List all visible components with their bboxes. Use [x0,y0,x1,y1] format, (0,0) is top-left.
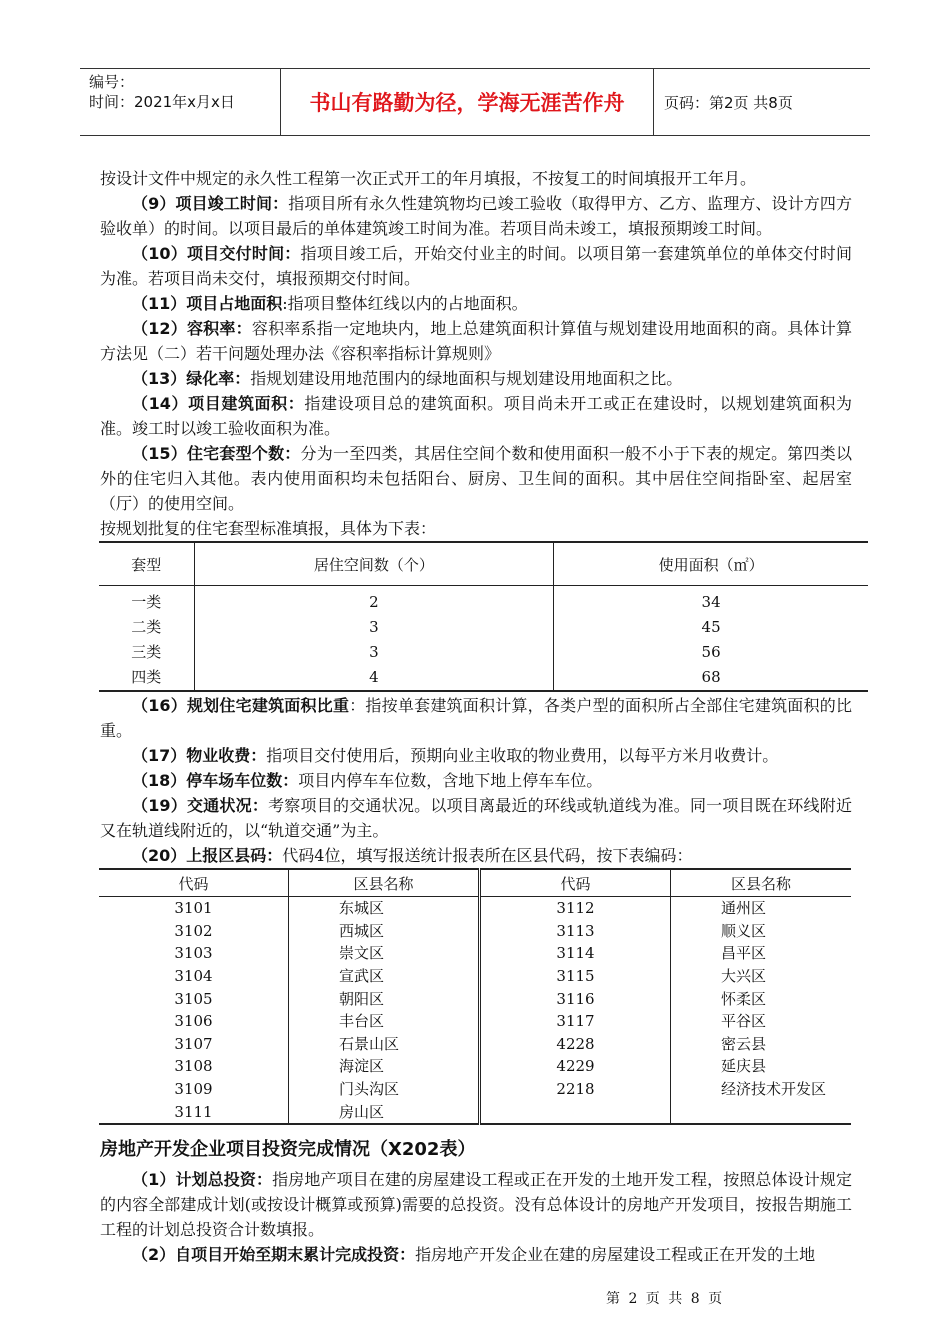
definition-paragraph [100,768,852,793]
district-name: 通州区 [671,897,852,920]
district-name: 大兴区 [671,965,852,988]
body-text-3 [100,1167,852,1267]
definition-paragraph [100,191,852,241]
district-name: 海淀区 [289,1055,480,1078]
column-header: 区县名称 [671,869,852,897]
header-motto: 书山有路勤为径，学海无涯苦作舟 [281,69,654,135]
district-code: 3116 [480,987,671,1010]
district-code: 3107 [174,1034,213,1053]
district-code: 3115 [480,965,671,988]
table-row [99,1078,851,1101]
intro-paragraph: 按设计文件中规定的永久性工程第一次正式开工的年月填报，不按复工的时间填报开工年月。 [100,169,757,188]
column-header: 区县名称 [289,869,480,897]
district-name: 门头沟区 [289,1078,480,1101]
table-row [99,965,851,988]
definition-text: 考察项目的交通状况。以项目离最近的环线或轨道线为准。同一项目既在环线附近又在轨道线附近的，以“轨道交通”为主。 [100,796,852,840]
definition-text: ：指按单套建筑面积计算，各类户型的面积所占全部住宅建筑面积的比重。 [100,696,852,740]
table-cell: 四类 [131,668,162,686]
definition-term: （15）住宅套型个数： [132,444,301,463]
unit-type-table [99,541,868,692]
definition-text: 指项目所有永久性建筑物均已竣工验收（取得甲方、乙方、监理方、设计方四方验收单）的时间。以项目最后的单体建筑竣工时间为准。若项目尚未竣工，填报预期竣工时间。 [100,194,852,238]
definition-term: （20）上报区县码： [132,846,283,865]
table-row [99,640,868,665]
table-row [99,920,851,943]
definition-text: 指规划建设用地范围内的绿地面积与规划建设用地面积之比。 [250,369,683,388]
definition-text: 指建设项目总的建筑面积。项目尚未开工或正在建设时，以规划建筑面积为准。竣工时以竣工验收面积为准。 [100,394,852,438]
definition-paragraph [100,793,852,843]
document-time: 时间：2021年x月x日 [89,93,235,111]
column-header: 套型 [99,542,194,586]
column-header: 使用面积（㎡） [554,542,868,586]
definition-paragraph [100,291,852,316]
definition-paragraph [100,366,852,391]
district-code: 3109 [174,1080,213,1099]
district-code: 4228 [480,1033,671,1056]
definition-term: （13）绿化率： [132,369,251,388]
definition-text: 指项目交付使用后，预期向业主收取的物业费用，以每平方米月收费计。 [266,746,779,765]
definition-paragraph [100,441,852,516]
definition-paragraph [100,1242,852,1267]
district-code [480,1100,671,1124]
definition-term: （18）停车场车位数： [132,771,299,790]
definition-term: （12）容积率： [132,319,252,338]
table-row [99,897,851,920]
definition-text: 指房地产开发企业在建的房屋建设工程或正在开发的土地 [415,1244,816,1264]
district-name: 房山区 [289,1100,480,1124]
district-code: 4229 [480,1055,671,1078]
body-text-2 [100,693,852,868]
district-name: 朝阳区 [289,987,480,1010]
district-name: 东城区 [289,897,480,920]
page-footer: 第 2 页 共 8 页 [606,1290,725,1307]
district-code: 3101 [174,899,213,918]
table-row [99,1100,851,1124]
definition-paragraph [100,241,852,291]
table-row [99,987,851,1010]
header-page-info: 页码：第2页 共8页 [664,93,793,112]
district-code: 3108 [174,1057,213,1076]
definition-term: （2）自项目开始至期末累计完成投资： [132,1244,416,1264]
district-name [671,1100,852,1124]
definition-text: 容积率系指一定地块内，地上总建筑面积计算值与规划建设用地面积的商。具体计算方法见（二）若干问题处理办法《容积率指标计算规则》 [100,319,852,363]
body-text-1 [100,166,852,541]
definition-text: 指房地产项目在建的房屋建设工程或正在开发的土地开发工程，按照总体设计规定的内容全部建成计划(或按设计概算或预算)需要的总投资。没有总体设计的房地产开发项目，按报告期施工工程的计划总投资合计数填报。 [100,1169,852,1239]
district-name: 平谷区 [671,1010,852,1033]
table-cell: 68 [554,665,868,691]
column-header: 居住空间数（个） [194,542,554,586]
column-header: 代码 [480,869,671,897]
table-row [99,665,868,691]
district-code: 3106 [174,1012,213,1031]
table-row [99,1055,851,1078]
definition-term: （16）规划住宅建筑面积比重 [132,696,350,715]
definition-paragraph [100,693,852,743]
table-cell: 三类 [131,643,162,661]
definition-paragraph [100,1167,852,1242]
definition-paragraph [100,316,852,366]
table-row [99,1033,851,1056]
district-name: 经济技术开发区 [671,1078,852,1101]
table-cell: 45 [554,615,868,640]
district-name: 西城区 [289,920,480,943]
district-code: 3103 [174,944,213,963]
district-code: 2218 [480,1078,671,1101]
table-cell: 34 [554,586,868,616]
district-code: 3114 [480,942,671,965]
district-code: 3104 [174,967,213,986]
definition-text: 指项目竣工后，开始交付业主的时间。以项目第一套建筑单位的单体交付时间为准。若项目尚未交付，填报预期交付时间。 [100,244,852,288]
table-row [99,1010,851,1033]
definition-term: （14）项目建筑面积： [132,394,305,413]
document-number-label: 编号： [89,73,135,91]
table-cell: 56 [554,640,868,665]
table-cell: 4 [194,665,554,691]
district-name: 丰台区 [289,1010,480,1033]
definition-paragraph [100,843,852,868]
header-meta [80,69,281,135]
district-name: 顺义区 [671,920,852,943]
definition-term: （19）交通状况： [132,796,269,815]
district-name: 昌平区 [671,942,852,965]
district-code: 3111 [174,1102,213,1121]
definition-term: （17）物业收费： [132,746,267,765]
definition-term: （10）项目交付时间： [132,244,301,263]
table-cell: 2 [194,586,554,616]
district-name: 密云县 [671,1033,852,1056]
page-header [80,68,870,136]
district-code: 3102 [174,921,213,940]
definition-term: （11）项目占地面积 [132,294,283,313]
definition-paragraph [100,743,852,768]
definition-text: :指项目整体红线以内的占地面积。 [282,294,528,313]
definition-paragraph [100,391,852,441]
district-code: 3117 [480,1010,671,1033]
definition-text: 项目内停车车位数，含地下地上停车车位。 [298,771,603,790]
table-cell: 3 [194,615,554,640]
district-code: 3105 [174,989,213,1008]
table-cell: 二类 [131,618,162,636]
table-cell: 3 [194,640,554,665]
district-code-table [99,868,851,1125]
column-header: 代码 [99,869,289,897]
definition-term: （9）项目竣工时间： [132,194,289,213]
table-cell: 一类 [131,593,162,611]
district-name: 崇文区 [289,942,480,965]
definition-text: 分为一至四类，其居住空间个数和使用面积一般不小于下表的规定。第四类以外的住宅归入其他。表内使用面积均未包括阳台、厨房、卫生间的面积。其中居住空间指卧室、起居室（厅）的使用空间。 [100,444,852,513]
district-name: 延庆县 [671,1055,852,1078]
district-code: 3113 [480,920,671,943]
district-name: 宣武区 [289,965,480,988]
district-name: 石景山区 [289,1033,480,1056]
section-heading: 房地产开发企业项目投资完成情况（X202表） [100,1138,476,1160]
table-intro: 按规划批复的住宅套型标准填报，具体为下表： [100,519,437,538]
definition-text: 代码4位，填写报送统计报表所在区县代码，按下表编码： [282,846,693,865]
district-name: 怀柔区 [671,987,852,1010]
table-row [99,586,868,616]
table-row [99,615,868,640]
definition-term: （1）计划总投资： [132,1169,273,1189]
district-code: 3112 [480,897,671,920]
table-row [99,942,851,965]
